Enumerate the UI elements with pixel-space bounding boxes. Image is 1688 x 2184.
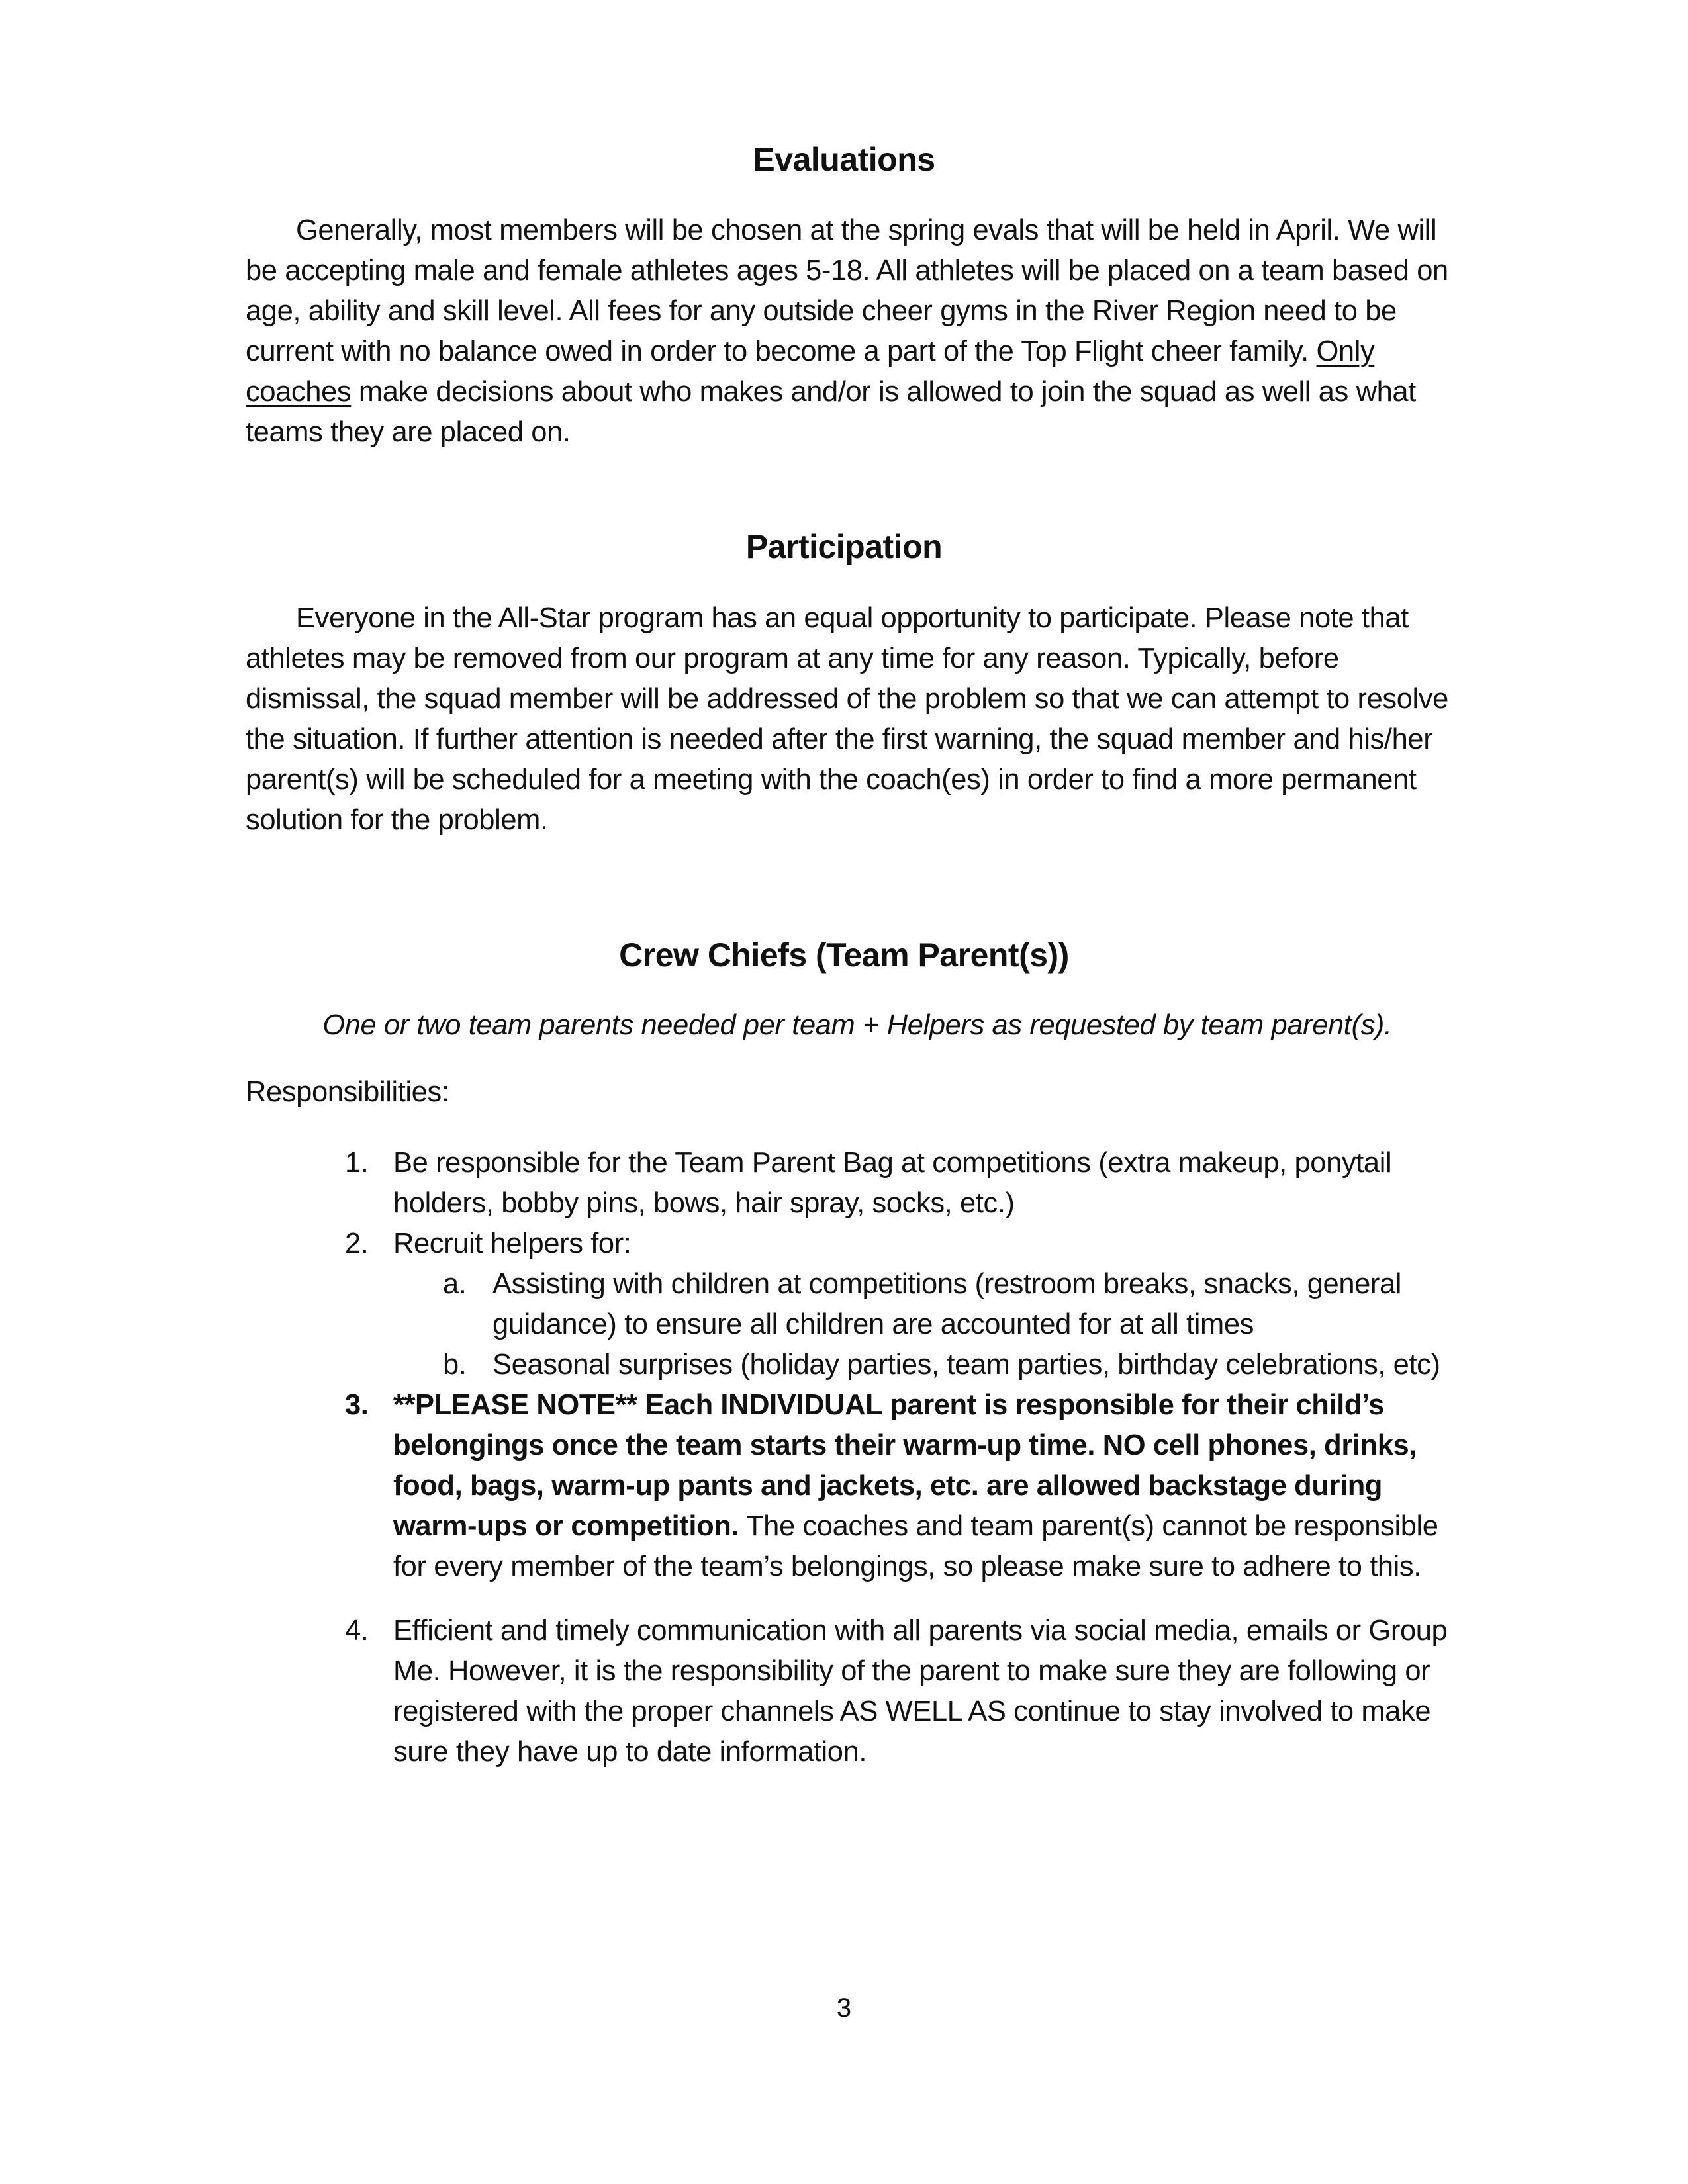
participation-paragraph: Everyone in the All-Star program has an equal opportunity to participate. Please note that athletes may be removed from our program at any time for any reason. Typically, before dismissal, the squad member will be addressed of the problem so that we can attempt to resolve the situation. If further attention is needed after the first warning, the squad member and his/her parent(s) will be scheduled for a meeting with the coach(es) in order to find a more permanent solution for the problem. (246, 602, 1448, 836)
list-item-text: Be responsible for the Team Parent Bag at competitions (extra makeup, ponytail holders, bobby pins, bows, hair spray, socks, etc.) (393, 1147, 1392, 1219)
list-item (0, 1611, 1688, 1772)
page-number: 3 (836, 1993, 852, 2023)
evaluations-section (246, 210, 1464, 453)
sub-list-item-text: Assisting with children at competitions (restroom breaks, snacks, general guidance) to ensure all children are accounted for at all times (492, 1268, 1402, 1340)
evaluations-text-pre: Generally, most members will be chosen at the spring evals that will be held in April. We will be accepting male and female athletes ages 5-18. All athletes will be placed on a team based on age, ability and skill level. All fees for any outside cheer gyms in the River Region need to be current with no balance owed in order to become a part of the Top Flight cheer family. (246, 214, 1448, 367)
evaluations-paragraph (246, 210, 1464, 453)
sub-list-item (0, 1345, 1688, 1385)
list-marker: 2. (345, 1228, 369, 1259)
list-item (0, 1385, 1688, 1587)
list-item-text (393, 1385, 1466, 1587)
list-marker: 4. (345, 1615, 369, 1647)
responsibilities-list (0, 1143, 1688, 1772)
list-item (0, 1143, 1688, 1224)
responsibilities-label: Responsibilities: (246, 1076, 449, 1108)
crew-chiefs-heading: Crew Chiefs (Team Parent(s)) (619, 936, 1069, 974)
sub-list-marker: b. (443, 1349, 467, 1381)
evaluations-text-post: make decisions about who makes and/or is allowed to join the squad as well as what teams they are placed on. (246, 376, 1416, 448)
sub-list-item (0, 1264, 1688, 1345)
list-marker: 1. (345, 1147, 369, 1179)
list-item (0, 1224, 1688, 1264)
list-item-text: Recruit helpers for: (393, 1228, 632, 1259)
crew-chiefs-note: One or two team parents needed per team + Helpers as requested by team parent(s). (322, 1009, 1392, 1041)
list-item-text: Efficient and timely communication with all parents via social media, emails or Group Me. However, it is the responsibility of the parent to make sure they are following or registered with the proper channels AS WELL AS continue to stay involved to make sure they have up to date information. (393, 1615, 1448, 1768)
list-marker: 3. (345, 1389, 369, 1421)
evaluations-heading: Evaluations (753, 141, 935, 178)
only-coaches-underlined: Only coaches (246, 336, 1375, 408)
please-note-regular-text: The coaches and team parent(s) cannot be responsible for every member of the team’s belongings, so please make sure to adhere to this. (393, 1510, 1438, 1582)
sub-list-item-text: Seasonal surprises (holiday parties, team parties, birthday celebrations, etc) (492, 1349, 1440, 1381)
participation-heading: Participation (745, 528, 943, 565)
please-note-bold-text: **PLEASE NOTE** Each INDIVIDUAL parent is responsible for their child’s belongings once the team starts their warm-up time. NO cell phones, drinks, food, bags, warm-up pants and jackets, etc. are allowed backstage during warm-ups or competition. (393, 1389, 1417, 1542)
participation-section (246, 598, 1464, 841)
sub-list-marker: a. (443, 1268, 467, 1300)
